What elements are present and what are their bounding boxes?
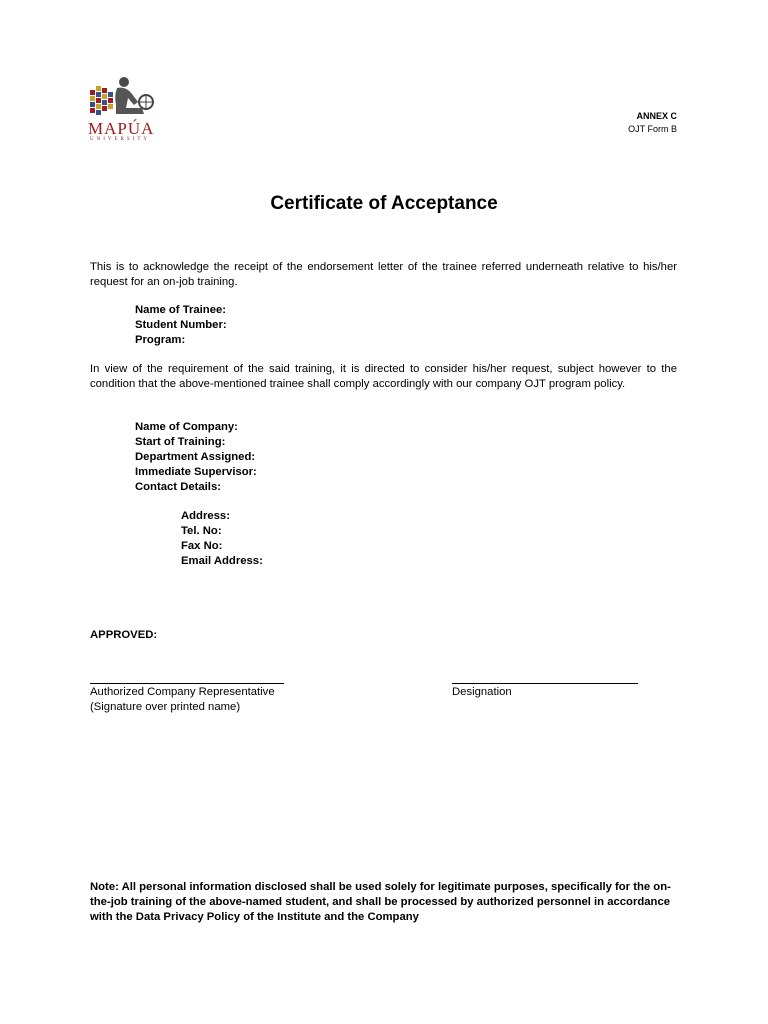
field-label: Immediate Supervisor: <box>135 466 257 478</box>
privacy-note: Note: All personal information disclosed shall be used solely for legitimate purposes, specifically for the on-the-job training of the above-named student, and shall be processed by authorized personnel in accordance with the Data Privacy Policy of the Institute and the Company <box>90 881 671 923</box>
field-label: Name of Company: <box>135 421 238 433</box>
logo-emblem-icon <box>86 74 162 122</box>
field-label: Address: <box>181 510 230 522</box>
logo-wordmark: MAPÚA <box>88 119 155 138</box>
annex-reference <box>628 110 677 136</box>
field-label: Department Assigned: <box>135 451 256 463</box>
field-label: Student Number: <box>135 319 227 331</box>
company-fields <box>135 420 257 495</box>
form-label: OJT Form B <box>628 124 677 134</box>
contact-fields <box>181 509 263 569</box>
field-label: Tel. No: <box>181 525 222 537</box>
field-label: Program: <box>135 334 186 346</box>
logo-subtitle: UNIVERSITY <box>90 137 150 142</box>
university-logo <box>86 74 162 144</box>
document-title: Certificate of Acceptance <box>270 193 498 214</box>
approved-label: APPROVED: <box>90 629 158 641</box>
representative-signature-line <box>90 683 284 684</box>
representative-sublabel: (Signature over printed name) <box>90 701 241 713</box>
field-label: Fax No: <box>181 540 223 552</box>
intro-paragraph: This is to acknowledge the receipt of the endorsement letter of the trainee referred underneath relative to his/her request for an on-job training. <box>90 261 677 288</box>
trainee-fields <box>135 303 227 348</box>
condition-paragraph: In view of the requirement of the said training, it is directed to consider his/her request, subject however to the condition that the above-mentioned trainee shall comply accordingly with our company OJT program policy. <box>90 363 677 390</box>
field-label: Start of Training: <box>135 436 226 448</box>
field-label: Name of Trainee: <box>135 304 227 316</box>
designation-signature-line <box>452 683 638 684</box>
field-label: Email Address: <box>181 555 263 567</box>
representative-label: Authorized Company Representative <box>90 686 275 698</box>
field-label: Contact Details: <box>135 481 221 493</box>
representative-block <box>90 685 275 715</box>
annex-label: ANNEX C <box>636 111 677 121</box>
designation-label: Designation <box>452 686 512 698</box>
